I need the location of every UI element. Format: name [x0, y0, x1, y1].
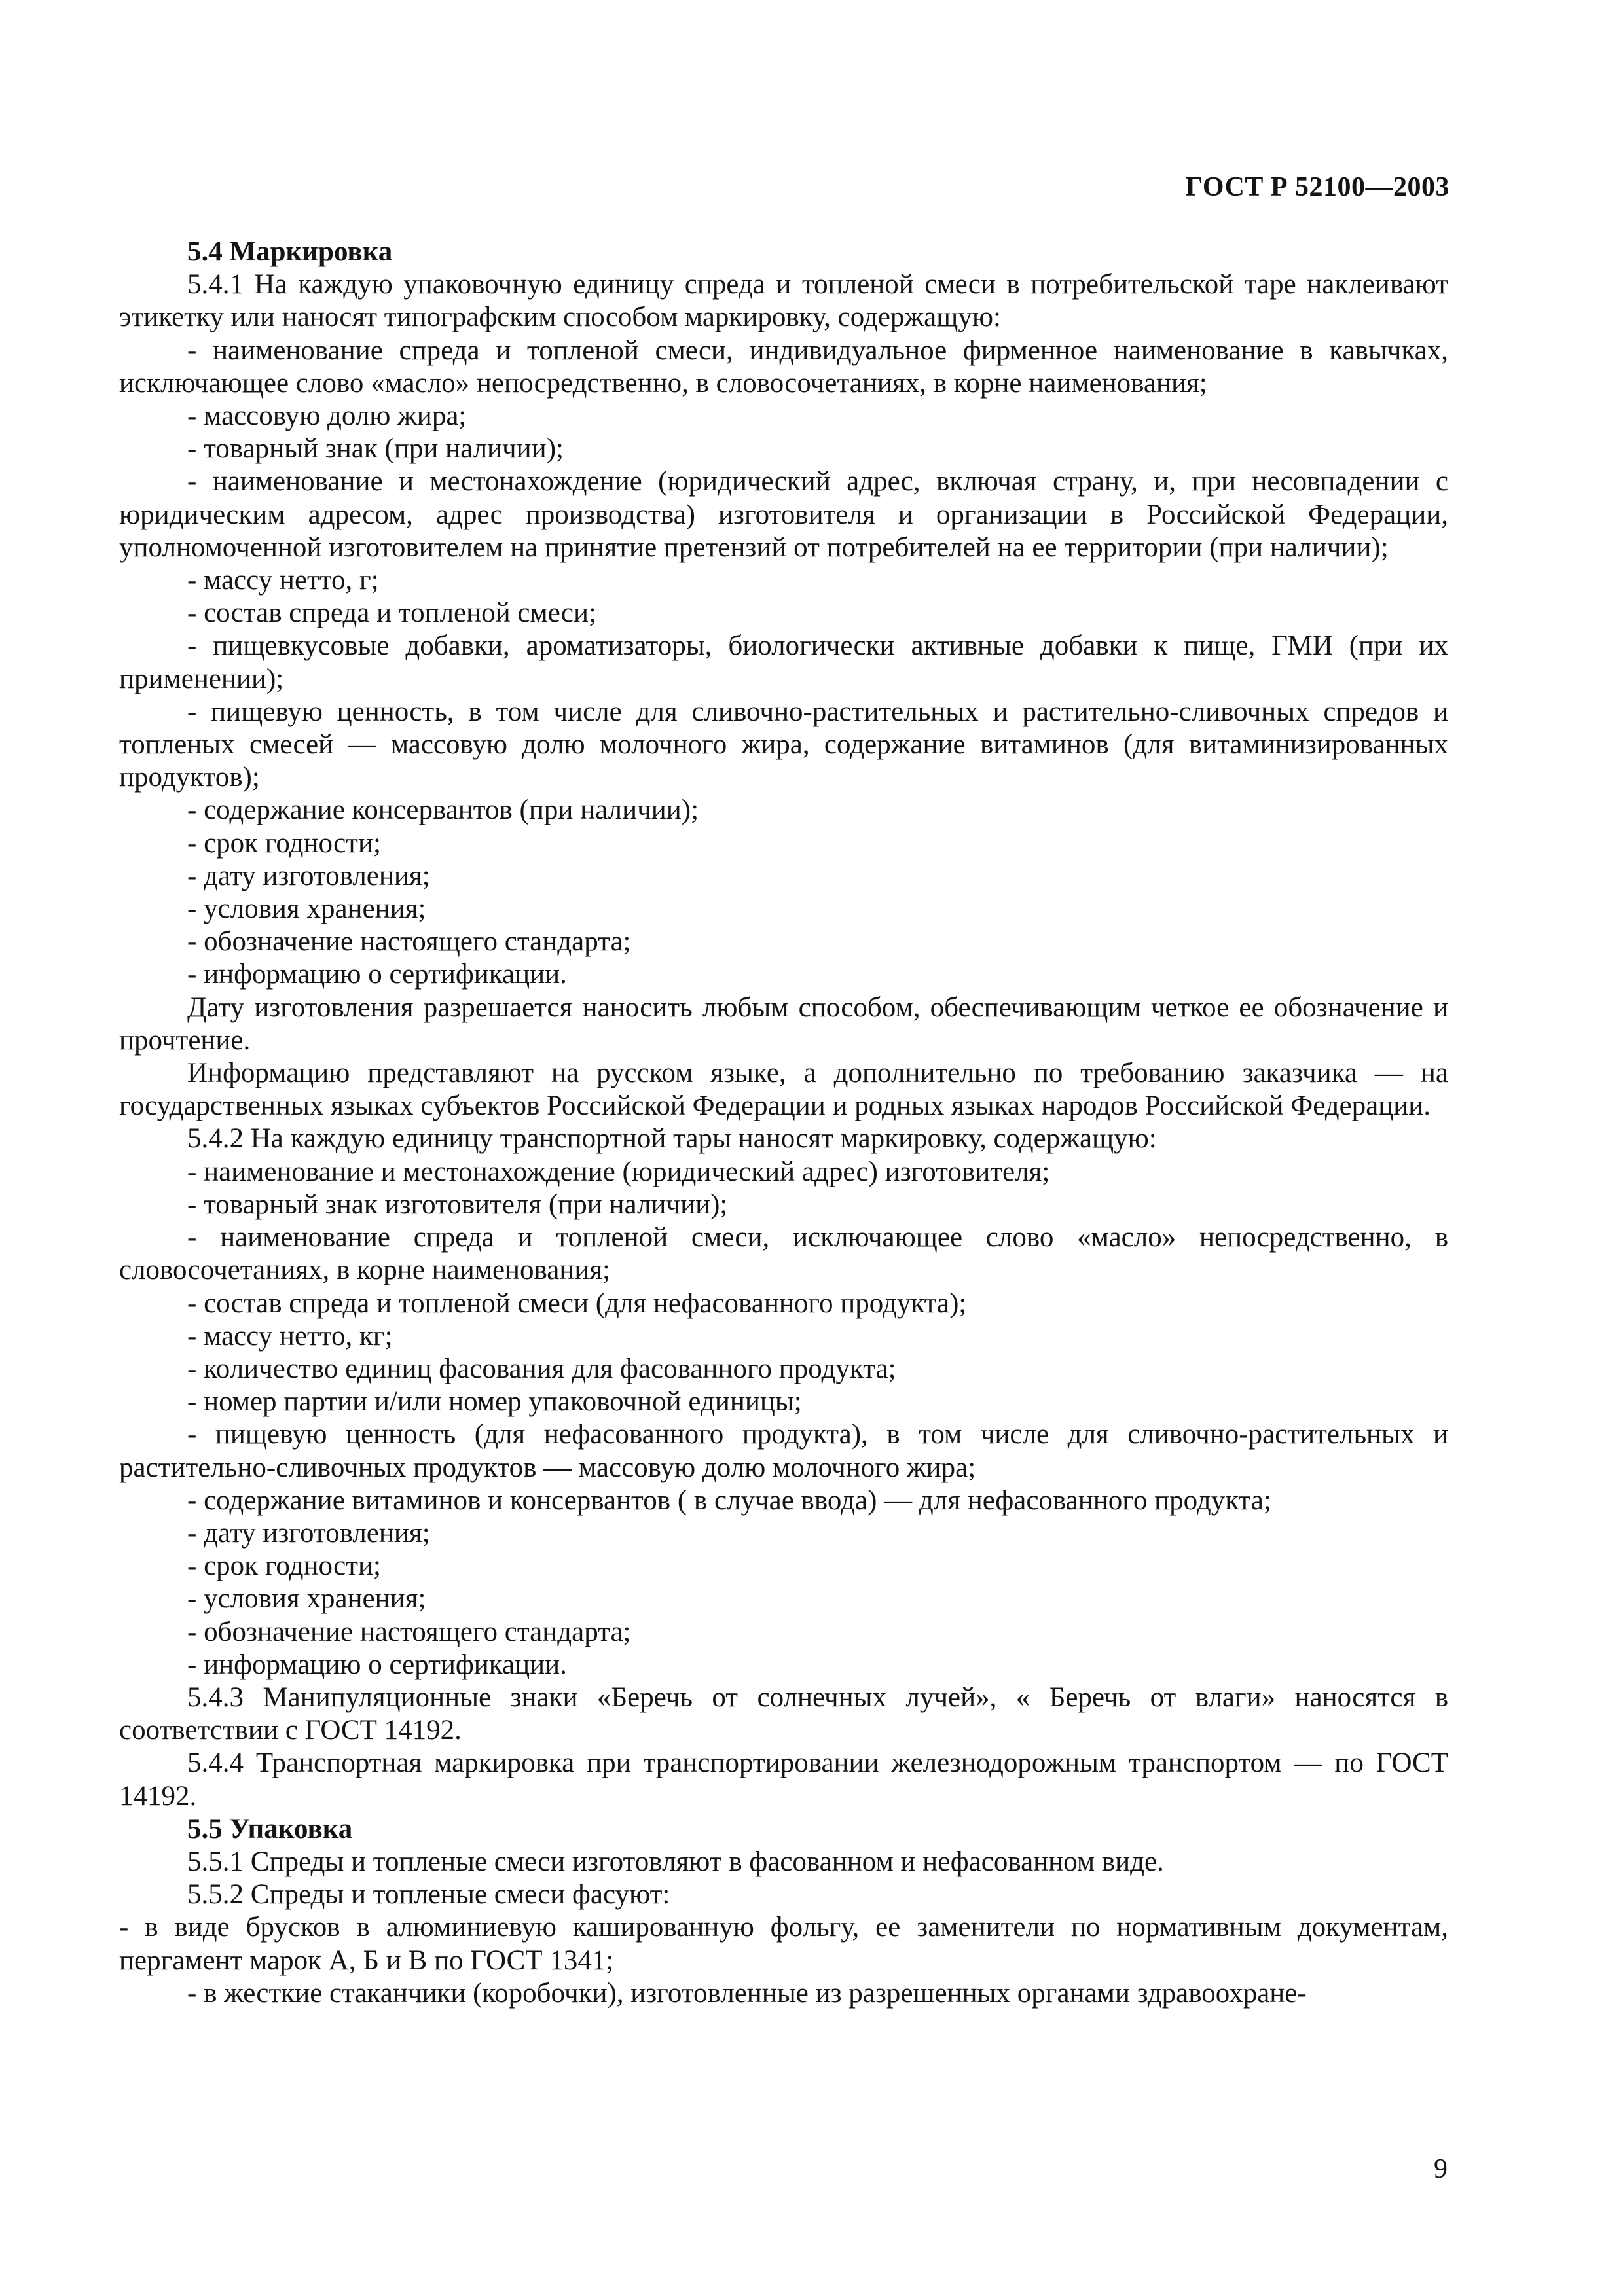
list-item: - наименование спреда и топленой смеси, индивидуальное фирменное наименование в кавычках, исключающее слово «масло» непосредственно, в словосочетаниях, в корне наименования; [119, 334, 1448, 399]
list-item: - состав спреда и топленой смеси; [187, 598, 596, 629]
list-item: - пищевую ценность (для нефасованного продукта), в том числе для сливочно-растительных и растительно-сливочных продуктов — массовую долю молочного жира; [119, 1419, 1448, 1483]
list-item: - наименование и местонахождение (юридический адрес, включая страну, и, при несовпадении с юридическим адресом, адрес производства) изготовителя и организации в Российской Федерации, уполномоченной изготовителем на принятие претензий от потребителей на ее территории (при наличии); [119, 466, 1448, 563]
list-item: - массу нетто, кг; [187, 1320, 393, 1352]
list-item: - товарный знак изготовителя (при наличии); [187, 1189, 728, 1220]
paragraph-5-5-1: 5.5.1 Спреды и топленые смеси изготовляют в фасованном и нефасованном виде. [187, 1846, 1164, 1877]
document-header: ГОСТ Р 52100—2003 [1185, 172, 1450, 202]
list-item: - срок годности; [187, 1551, 381, 1582]
list-item: - дату изготовления; [187, 1517, 430, 1549]
list-item: - массу нетто, г; [187, 565, 379, 596]
list-item: - срок годности; [187, 827, 381, 859]
paragraph-5-5-2: 5.5.2 Спреды и топленые смеси фасуют: [187, 1879, 670, 1910]
paragraph-5-4-3: 5.4.3 Манипуляционные знаки «Беречь от солнечных лучей», « Беречь от влаги» наносятся в соответствии с ГОСТ 14192. [119, 1681, 1448, 1746]
list-item: - пищевкусовые добавки, ароматизаторы, биологически активные добавки к пище, ГМИ (при их применении); [119, 630, 1448, 694]
list-item: - условия хранения; [187, 1583, 426, 1615]
list-item: - информацию о сертификации. [187, 959, 567, 990]
list-item: - обозначение настоящего стандарта; [187, 926, 631, 958]
list-item: - номер партии и/или номер упаковочной единицы; [187, 1386, 802, 1418]
paragraph-5-4-1: 5.4.1 На каждую упаковочную единицу спреда и топленой смеси в потребительской таре наклеивают этикетку или наносят типографским способом маркировку, содержащую: [119, 269, 1448, 333]
list-item: - наименование и местонахождение (юридический адрес) изготовителя; [187, 1156, 1050, 1187]
list-item: - количество единиц фасования для фасованного продукта; [187, 1353, 896, 1384]
list-item: - в жесткие стаканчики (коробочки), изготовленные из разрешенных органами здравоохране- [187, 1977, 1307, 2009]
list-item: - товарный знак (при наличии); [187, 433, 564, 465]
list-item: - информацию о сертификации. [187, 1649, 567, 1680]
section-heading-marking: 5.4 Маркировка [187, 236, 393, 267]
list-item: - состав спреда и топленой смеси (для нефасованного продукта); [187, 1287, 967, 1319]
list-item: - в виде брусков в алюминиевую кашированную фольгу, ее заменители по нормативным документам, пергамент марок А, Б и В по ГОСТ 1341; [119, 1912, 1448, 1976]
paragraph: Информацию представляют на русском языке, а дополнительно по требованию заказчика — на государственных языках субъектов Российской Федерации и родных языках народов Российской Федерации. [119, 1058, 1448, 1122]
list-item: - дату изготовления; [187, 860, 430, 891]
paragraph: Дату изготовления разрешается наносить любым способом, обеспечивающим четкое ее обозначение и прочтение. [119, 992, 1448, 1056]
list-item: - содержание витаминов и консервантов ( в случае ввода) — для нефасованного продукта; [187, 1484, 1271, 1516]
paragraph-5-4-2: 5.4.2 На каждую единицу транспортной тары наносят маркировку, содержащую: [187, 1123, 1157, 1155]
document-body [119, 236, 1448, 2010]
list-item: - массовую долю жира; [187, 401, 467, 432]
list-item: - содержание консервантов (при наличии); [187, 795, 699, 826]
list-item: - обозначение настоящего стандарта; [187, 1616, 631, 1647]
list-item: - условия хранения; [187, 893, 426, 925]
list-item: - наименование спреда и топленой смеси, исключающее слово «масло» непосредственно, в словосочетаниях, в корне наименования; [119, 1222, 1448, 1286]
section-heading-packaging: 5.5 Упаковка [187, 1813, 353, 1844]
page-number: 9 [1434, 2154, 1448, 2184]
list-item: - пищевую ценность, в том числе для сливочно-растительных и растительно-сливочных спредов и топленых смесей — массовую долю молочного жира, содержание витаминов (для витаминизированных продуктов); [119, 696, 1448, 793]
paragraph-5-4-4: 5.4.4 Транспортная маркировка при транспортировании железнодорожным транспортом — по ГОСТ 14192. [119, 1748, 1448, 1812]
